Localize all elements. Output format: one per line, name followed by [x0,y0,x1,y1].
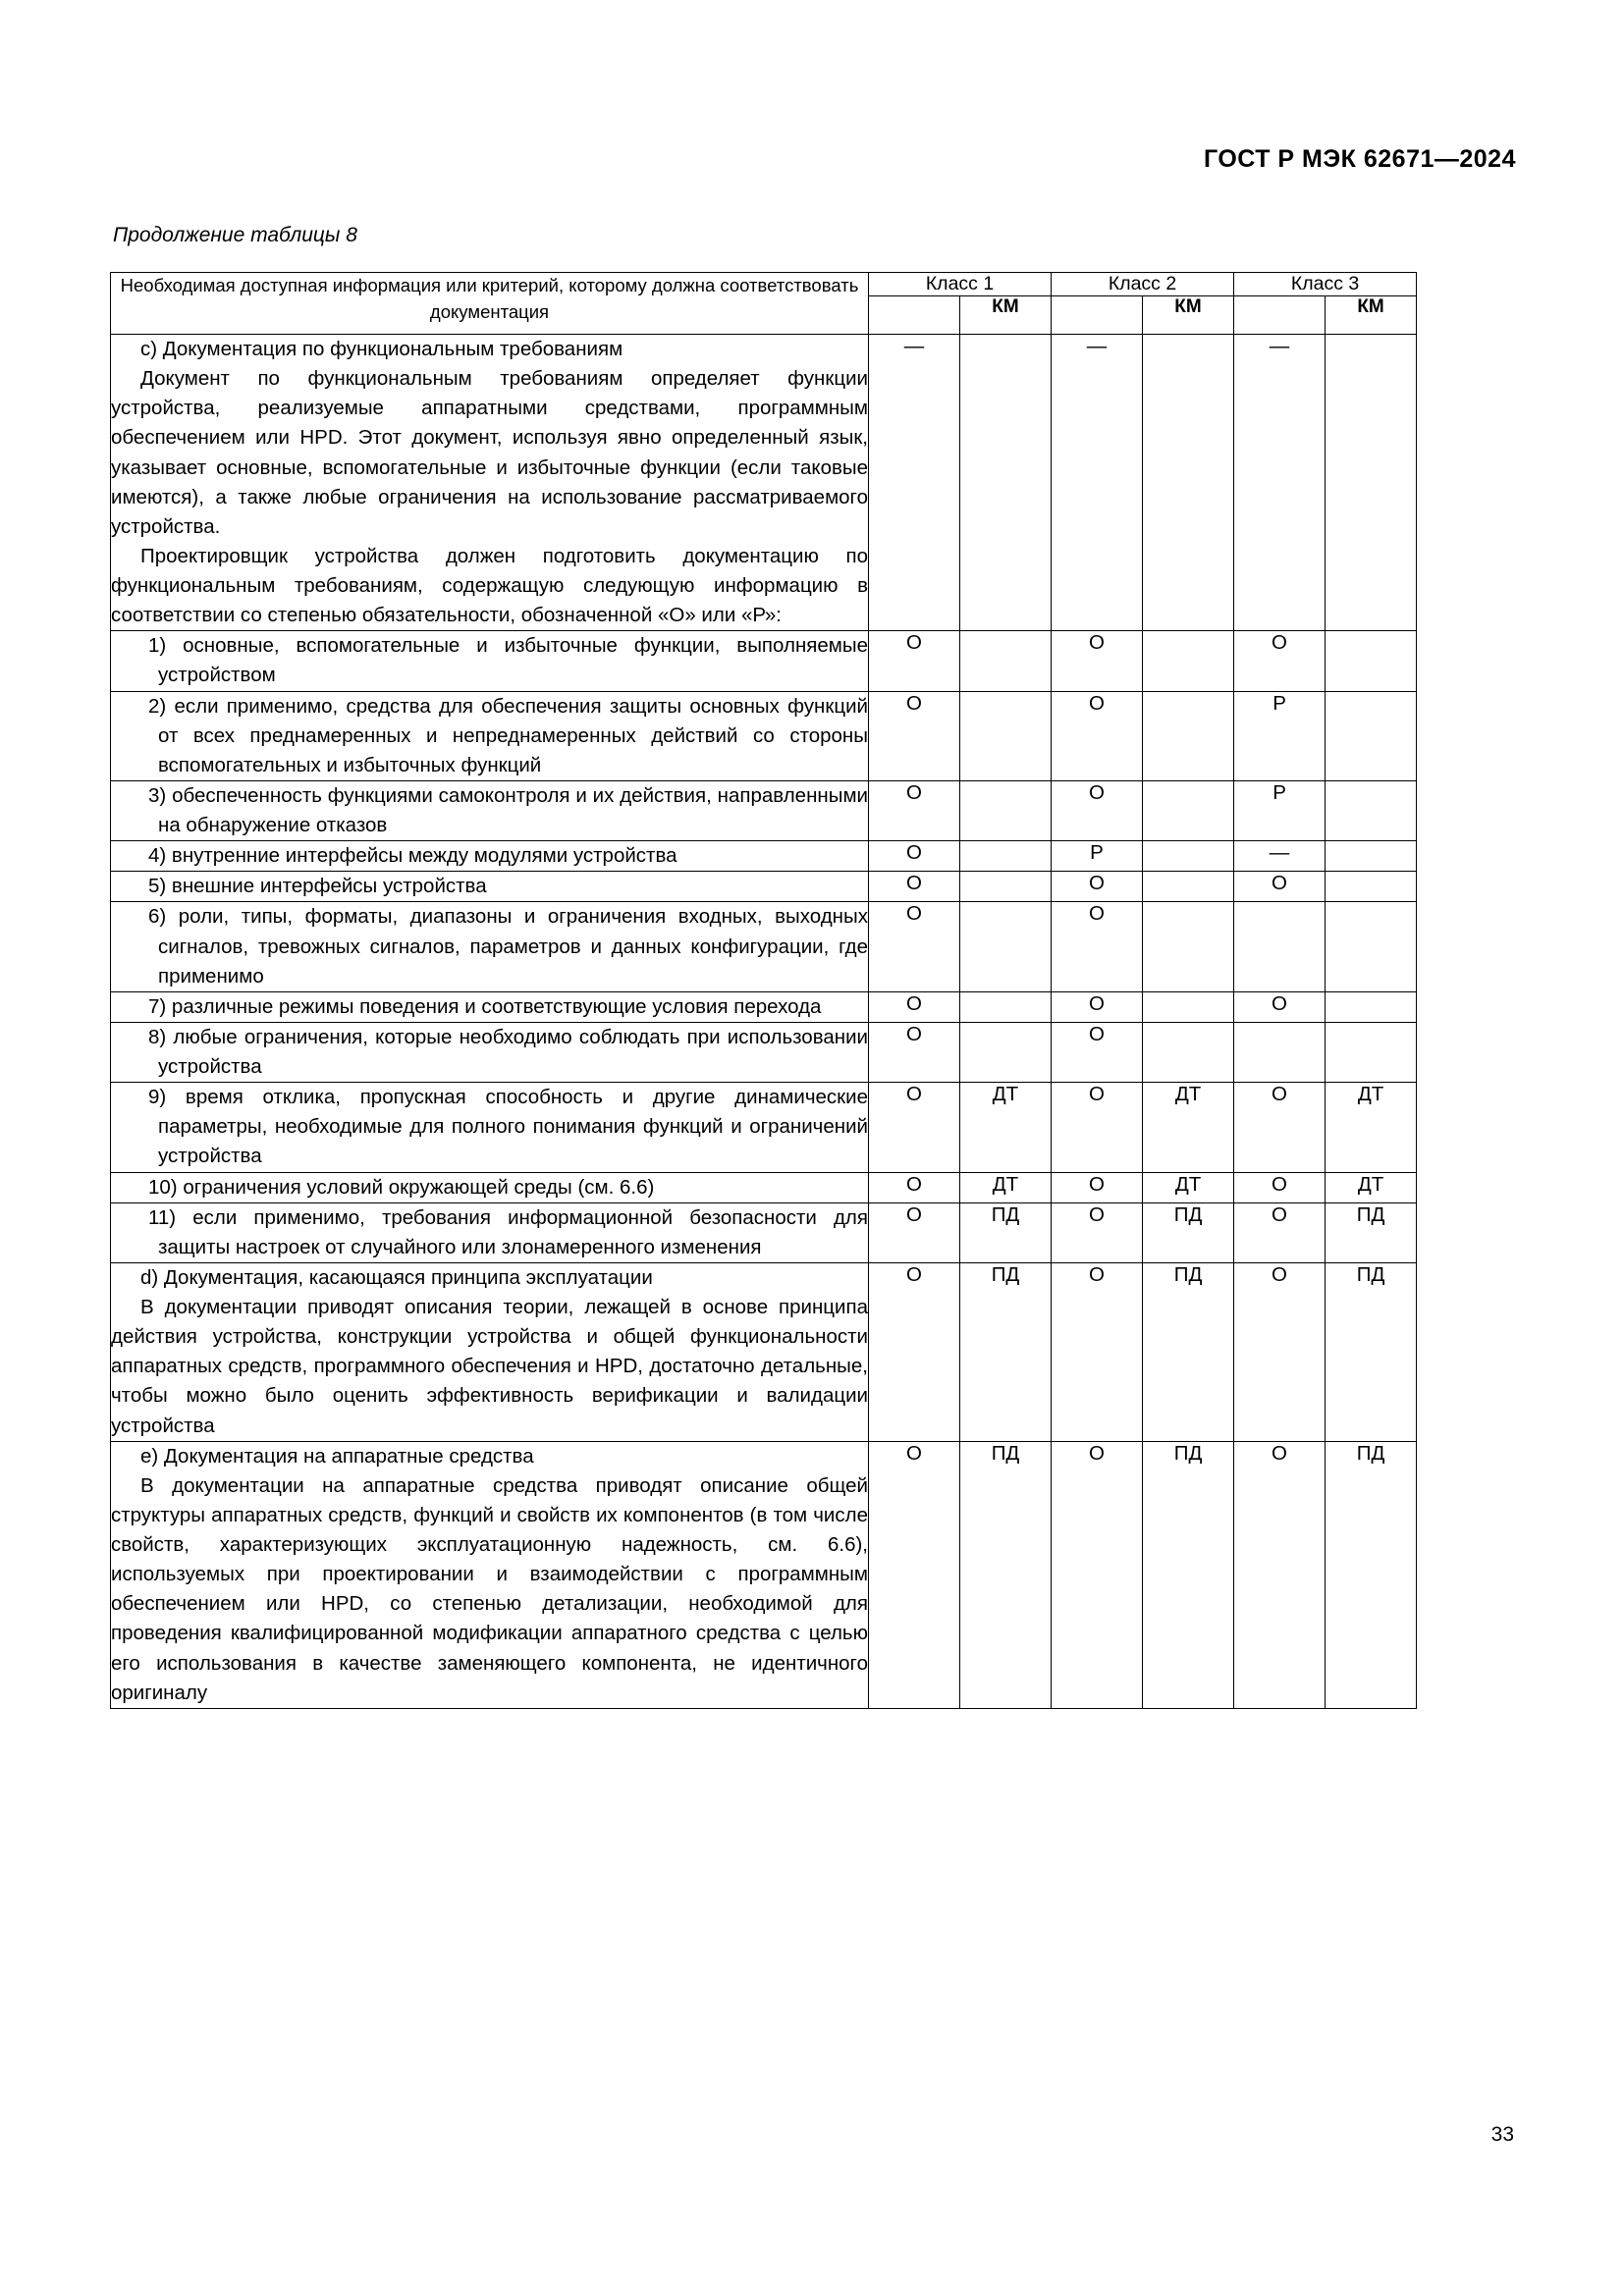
mark-class2-km [1143,991,1234,1022]
mark-class1-km [960,780,1052,840]
table-row [111,335,1417,631]
mark-class3 [1234,1022,1326,1082]
class-3-blank-subheader [1234,296,1326,335]
mark-class2-km: ПД [1143,1441,1234,1708]
class-3-km-subheader: КМ [1326,296,1417,335]
mark-class2-km: ДТ [1143,1172,1234,1202]
table-row [111,902,1417,991]
row-criteria-cell [111,1441,869,1708]
row-criteria-cell [111,1083,869,1172]
table-row [111,991,1417,1022]
mark-class1: О [869,780,960,840]
paragraph: 11) если применимо, требования информационной безопасности для защиты настроек от случайного или злонамеренного изменения [148,1205,868,1258]
mark-class3: О [1234,1172,1326,1202]
mark-class2: О [1052,991,1143,1022]
mark-class3-km [1326,1022,1417,1082]
mark-class2: О [1052,780,1143,840]
mark-class1-km [960,991,1052,1022]
mark-class3: О [1234,1262,1326,1441]
paragraph: В документации на аппаратные средства приводят описание общей структуры аппаратных средств, функций и свойств их компонентов (в том числе свойств, характеризующих эксплуатационную надежность, см. 6.6), используемых при проектировании и взаимодействии с программным обеспечением или HPD, со степенью детализации, необходимой для проведения квалифицированной модификации аппаратного средства с целью его использования в качестве заменяющего компонента, не идентичного оригиналу [111,1473,868,1704]
row-criteria-cell [111,335,869,631]
mark-class3-km [1326,691,1417,780]
paragraph: 8) любые ограничения, которые необходимо соблюдать при использовании устройства [148,1025,868,1078]
mark-class3: О [1234,1202,1326,1262]
table-caption: Продолжение таблицы 8 [113,224,357,246]
table-row [111,1441,1417,1708]
mark-class1-km: ДТ [960,1172,1052,1202]
mark-class3: О [1234,631,1326,691]
mark-class1: О [869,1022,960,1082]
mark-class3-km [1326,902,1417,991]
mark-class2: О [1052,1022,1143,1082]
mark-class1-km [960,902,1052,991]
paragraph: 4) внутренние интерфейсы между модулями устройства [148,844,677,868]
class-1-blank-subheader [869,296,960,335]
mark-class1: О [869,1172,960,1202]
mark-class3: Р [1234,691,1326,780]
mark-class1: О [869,841,960,872]
mark-class3-km: ДТ [1326,1172,1417,1202]
mark-class2: О [1052,1083,1143,1172]
mark-class2: О [1052,691,1143,780]
mark-class2-km [1143,631,1234,691]
mark-class1-km [960,335,1052,631]
mark-class2: — [1052,335,1143,631]
mark-class1: О [869,631,960,691]
paragraph: 1) основные, вспомогательные и избыточные функции, выполняемые устройством [148,634,868,687]
table-row [111,872,1417,902]
mark-class1: О [869,1083,960,1172]
mark-class2-km [1143,691,1234,780]
mark-class3: — [1234,841,1326,872]
row-criteria-cell [111,1262,869,1441]
mark-class2: О [1052,1172,1143,1202]
mark-class1: О [869,872,960,902]
mark-class2: О [1052,872,1143,902]
table-row [111,1172,1417,1202]
row-criteria-cell [111,631,869,691]
mark-class1: О [869,1441,960,1708]
class-3-header: Класс 3 [1234,273,1417,296]
paragraph: 2) если применимо, средства для обеспечения защиты основных функций от всех преднамеренных и непреднамеренных действий со стороны вспомогательных и избыточных функций [148,694,868,776]
row-criteria-cell [111,691,869,780]
mark-class1-km: ДТ [960,1083,1052,1172]
paragraph: Проектировщик устройства должен подготовить документацию по функциональным требованиям, содержащую следующую информацию в соответствии со степенью обязательности, обозначенной «О» или «Р»: [111,544,868,627]
paragraph: c) Документация по функциональным требованиям [140,338,623,360]
paragraph: 3) обеспеченность функциями самоконтроля и их действия, направленными на обнаружение отказов [148,783,868,836]
row-criteria-cell [111,1022,869,1082]
mark-class2: О [1052,902,1143,991]
paragraph: e) Документация на аппаратные средства [140,1444,534,1468]
paragraph: 9) время отклика, пропускная способность и другие динамические параметры, необходимые для полного понимания функций и ограничений устройства [148,1086,868,1168]
table-body [111,335,1417,1709]
mark-class1-km: ПД [960,1441,1052,1708]
table-row [111,631,1417,691]
mark-class2-km [1143,1022,1234,1082]
table-row [111,1262,1417,1441]
mark-class3: О [1234,1441,1326,1708]
mark-class2-km: ПД [1143,1202,1234,1262]
mark-class2: О [1052,1202,1143,1262]
table-row [111,780,1417,840]
mark-class3-km [1326,335,1417,631]
row-criteria-cell [111,780,869,840]
page-number: 33 [1490,2123,1514,2146]
mark-class2: О [1052,631,1143,691]
paragraph: 6) роли, типы, форматы, диапазоны и ограничения входных, выходных сигналов, тревожных сигналов, параметров и данных конфигурации, где применимо [148,905,868,988]
table-row [111,1202,1417,1262]
table-row [111,691,1417,780]
class-2-km-subheader: КМ [1143,296,1234,335]
mark-class3: О [1234,991,1326,1022]
paragraph: В документации приводят описания теории, лежащей в основе принципа действия устройства, конструкции устройства и общей функциональности аппаратных средств, программного обеспечения и HPD, достаточно детальные, чтобы можно было оценить эффективность верификации и валидации устройства [111,1296,868,1437]
mark-class2-km: ПД [1143,1262,1234,1441]
paragraph: d) Документация, касающаяся принципа эксплуатации [140,1265,653,1289]
paragraph: Документ по функциональным требованиям определяет функции устройства, реализуемые аппаратными средствами, программным обеспечением или HPD. Этот документ, используя явно определенный язык, указывает основные, вспомогательные и избыточные функции (если таковые имеются), а также любые ограничения на использование рассматриваемого устройства. [111,367,868,538]
mark-class2: О [1052,1441,1143,1708]
mark-class1-km [960,631,1052,691]
row-criteria-cell [111,872,869,902]
standard-header: ГОСТ Р МЭК 62671—2024 [1203,145,1516,173]
row-criteria-cell [111,902,869,991]
mark-class2: Р [1052,841,1143,872]
mark-class3-km [1326,841,1417,872]
mark-class1-km [960,691,1052,780]
mark-class1-km [960,1022,1052,1082]
mark-class3-km [1326,991,1417,1022]
mark-class3: Р [1234,780,1326,840]
mark-class3-km [1326,780,1417,840]
mark-class1-km [960,841,1052,872]
mark-class1-km [960,872,1052,902]
class-1-header: Класс 1 [869,273,1052,296]
class-1-km-subheader: КМ [960,296,1052,335]
mark-class1-km: ПД [960,1202,1052,1262]
mark-class3 [1234,902,1326,991]
mark-class1: О [869,1262,960,1441]
row-criteria-cell [111,991,869,1022]
table-header [111,273,1417,335]
class-2-header: Класс 2 [1052,273,1234,296]
row-criteria-cell [111,1172,869,1202]
class-2-blank-subheader [1052,296,1143,335]
table-row [111,1083,1417,1172]
mark-class1: О [869,902,960,991]
mark-class2: О [1052,1262,1143,1441]
mark-class2-km: ДТ [1143,1083,1234,1172]
mark-class2-km [1143,872,1234,902]
mark-class2-km [1143,841,1234,872]
mark-class3-km: ДТ [1326,1083,1417,1172]
mark-class3-km: ПД [1326,1262,1417,1441]
mark-class3-km [1326,872,1417,902]
paragraph: 7) различные режимы поведения и соответствующие условия перехода [148,994,822,1018]
requirements-table [110,272,1417,1709]
mark-class1-km: ПД [960,1262,1052,1441]
mark-class3: О [1234,1083,1326,1172]
mark-class1: О [869,691,960,780]
table-row [111,1022,1417,1082]
mark-class1: О [869,1202,960,1262]
mark-class1: — [869,335,960,631]
criteria-column-header: Необходимая доступная информация или критерий, которому должна соответствовать документация [111,273,869,335]
mark-class2-km [1143,335,1234,631]
mark-class3-km: ПД [1326,1441,1417,1708]
table-row [111,841,1417,872]
mark-class3-km: ПД [1326,1202,1417,1262]
mark-class3-km [1326,631,1417,691]
mark-class2-km [1143,902,1234,991]
paragraph: 5) внешние интерфейсы устройства [148,875,487,898]
row-criteria-cell [111,1202,869,1262]
mark-class2-km [1143,780,1234,840]
mark-class1: О [869,991,960,1022]
row-criteria-cell [111,841,869,872]
mark-class3: — [1234,335,1326,631]
table-header-row-1 [111,273,1417,296]
paragraph: 10) ограничения условий окружающей среды (см. 6.6) [148,1175,655,1199]
mark-class3: О [1234,872,1326,902]
